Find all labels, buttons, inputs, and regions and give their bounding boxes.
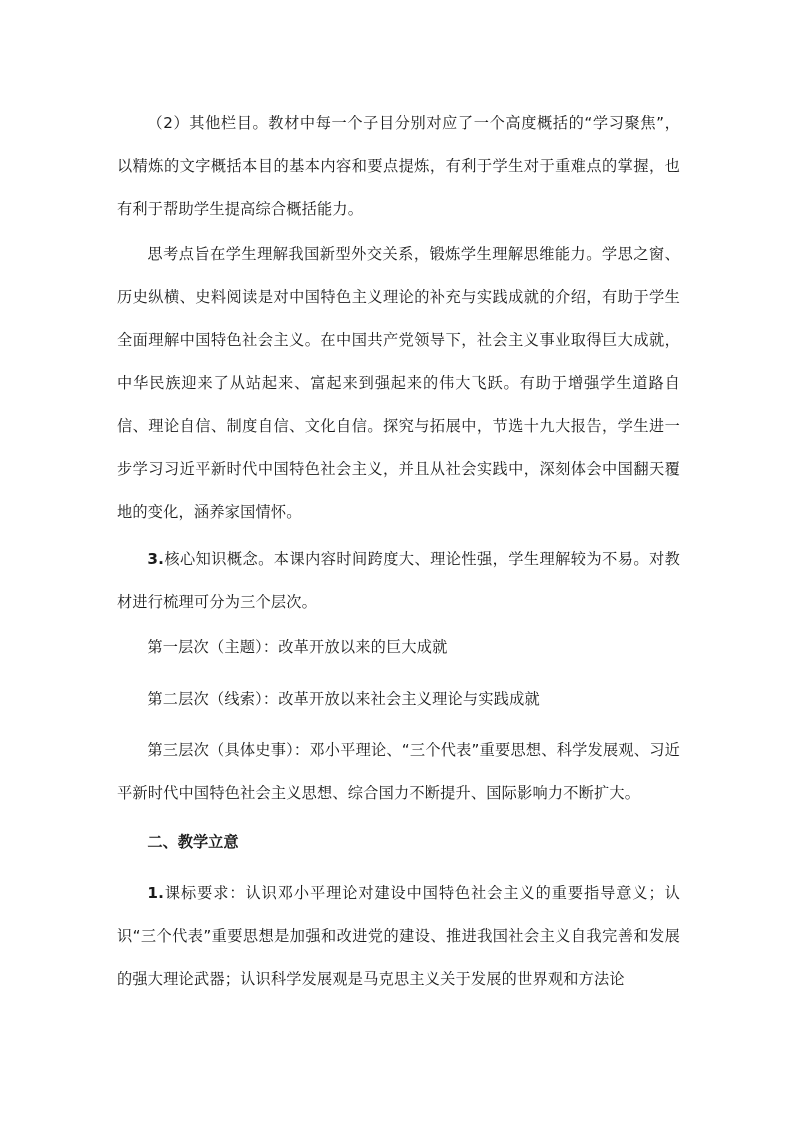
- paragraph-curriculum-requirements: [117, 872, 680, 1001]
- paragraph-thinking-points: 思考点旨在学生理解我国新型外交关系，锻炼学生理解思维能力。学思之窗、历史纵横、史料阅读是对中国特色主义理论的补充与实践成就的介绍，有助于学生全面理解中国特色社会主义。在中国共产党领导下，社会主义事业取得巨大成就，中华民族迎来了从站起来、富起来到强起来的伟大飞跃。有助于增强学生道路自信、理论自信、制度自信、文化自信。探究与拓展中，节选十九大报告，学生进一步学习习近平新时代中国特色社会主义，并且从社会实践中，深刻体会中国翻天覆地的变化，涵养家国情怀。: [117, 245, 680, 521]
- section-heading: 二、教学立意: [147, 833, 239, 851]
- paragraph-level-two: 第二层次（线索）：改革开放以来社会主义理论与实践成就: [147, 690, 540, 708]
- paragraph-text: 核心知识概念。本课内容时间跨度大、理论性强，学生理解较为不易。对教材进行梳理可分为三个层次。: [117, 550, 680, 611]
- paragraph-text: 课标要求：认识邓小平理论对建设中国特色社会主义的重要指导意义；认识“三个代表”重要思想是加强和改进党的建设、推进我国社会主义自我完善和发展的强大理论武器；认识科学发展观是马克思主义关于发展的世界观和方法论: [117, 884, 680, 988]
- paragraph-number: 1.: [147, 884, 165, 902]
- paragraph-level-one: 第一层次（主题）：改革开放以来的巨大成就: [147, 638, 448, 656]
- paragraph-core-concepts: [117, 538, 680, 624]
- paragraph-level-three: 第三层次（具体史事）：邓小平理论、“三个代表”重要思想、科学发展观、习近平新时代中国特色社会主义思想、综合国力不断提升、国际影响力不断扩大。: [117, 741, 680, 802]
- paragraph-other-columns: （2）其他栏目。教材中每一个子目分别对应了一个高度概括的“学习聚焦”，以精炼的文字概括本目的基本内容和要点提炼，有利于学生对于重难点的掌握，也有利于帮助学生提高综合概括能力。: [117, 114, 680, 218]
- paragraph-number: 3.: [147, 550, 165, 568]
